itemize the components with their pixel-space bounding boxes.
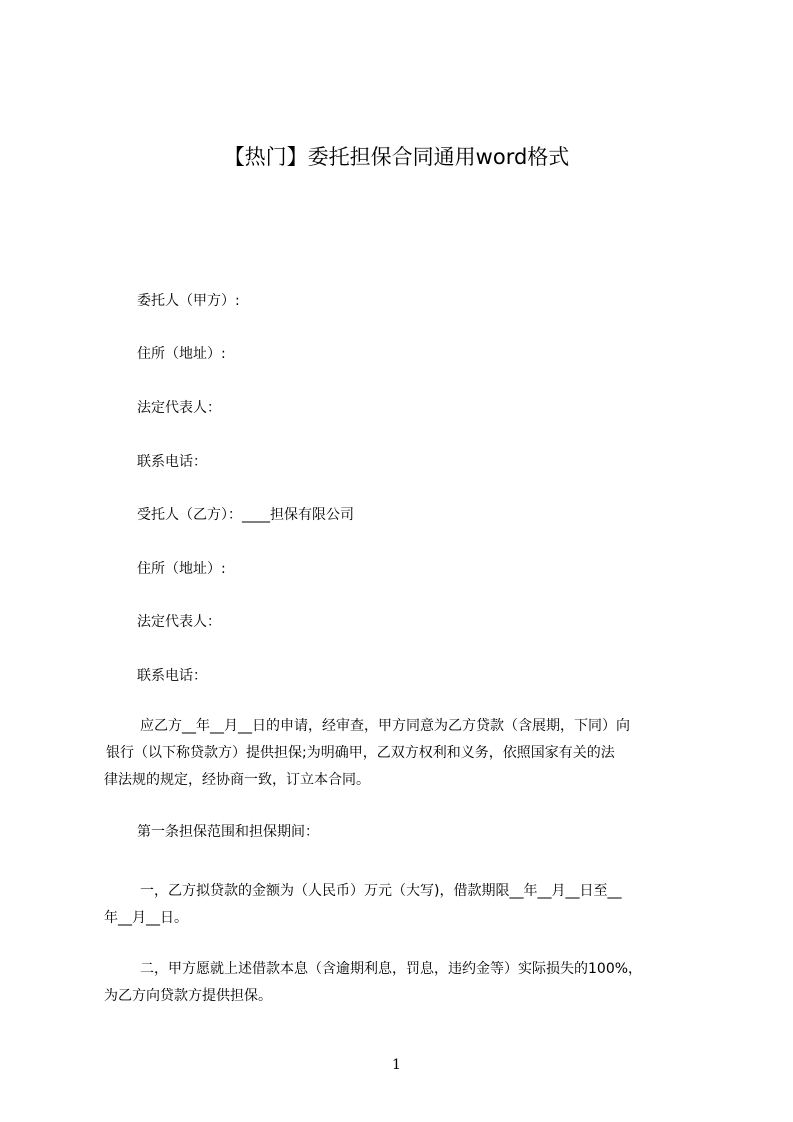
field-trustee-legal-rep: 法定代表人： bbox=[137, 614, 221, 630]
clause-two bbox=[104, 956, 700, 1010]
clause-one bbox=[104, 878, 700, 932]
field-principal-legal-rep: 法定代表人： bbox=[137, 400, 221, 416]
clause-two-line: 二，甲方愿就上述借款本息（含逾期利息，罚息，违约金等）实际损失的100%， bbox=[140, 961, 643, 977]
field-principal: 委托人（甲方）: bbox=[137, 293, 240, 309]
field-principal-phone: 联系电话： bbox=[137, 454, 207, 470]
intro-paragraph bbox=[104, 713, 700, 794]
clause-one-line: 年__月__日。 bbox=[104, 910, 188, 926]
article-one-heading: 第一条担保范围和担保期间： bbox=[137, 824, 319, 840]
intro-line: 银行（以下称贷款方）提供担保;为明确甲，乙双方权利和义务，依照国家有关的法 bbox=[106, 745, 615, 761]
page-number: 1 bbox=[392, 1057, 401, 1073]
clause-one-line: 一，乙方拟贷款的金额为（人民币）万元（大写)，借款期限__年__月__日至__ bbox=[140, 883, 622, 899]
field-principal-address: 住所（地址）: bbox=[137, 346, 226, 362]
field-trustee: 受托人（乙方）：____担保有限公司 bbox=[137, 507, 354, 523]
field-trustee-address: 住所（地址）: bbox=[137, 561, 226, 577]
intro-line: 律法规的规定，经协商一致，订立本合同。 bbox=[104, 772, 370, 788]
intro-line: 应乙方__年__月__日的申请，经审查，甲方同意为乙方贷款（含展期，下同）向 bbox=[140, 718, 630, 734]
field-trustee-phone: 联系电话： bbox=[137, 668, 207, 684]
document-title: 【热门】委托担保合同通用word格式 bbox=[223, 145, 570, 169]
clause-two-line: 为乙方向贷款方提供担保。 bbox=[104, 988, 272, 1004]
